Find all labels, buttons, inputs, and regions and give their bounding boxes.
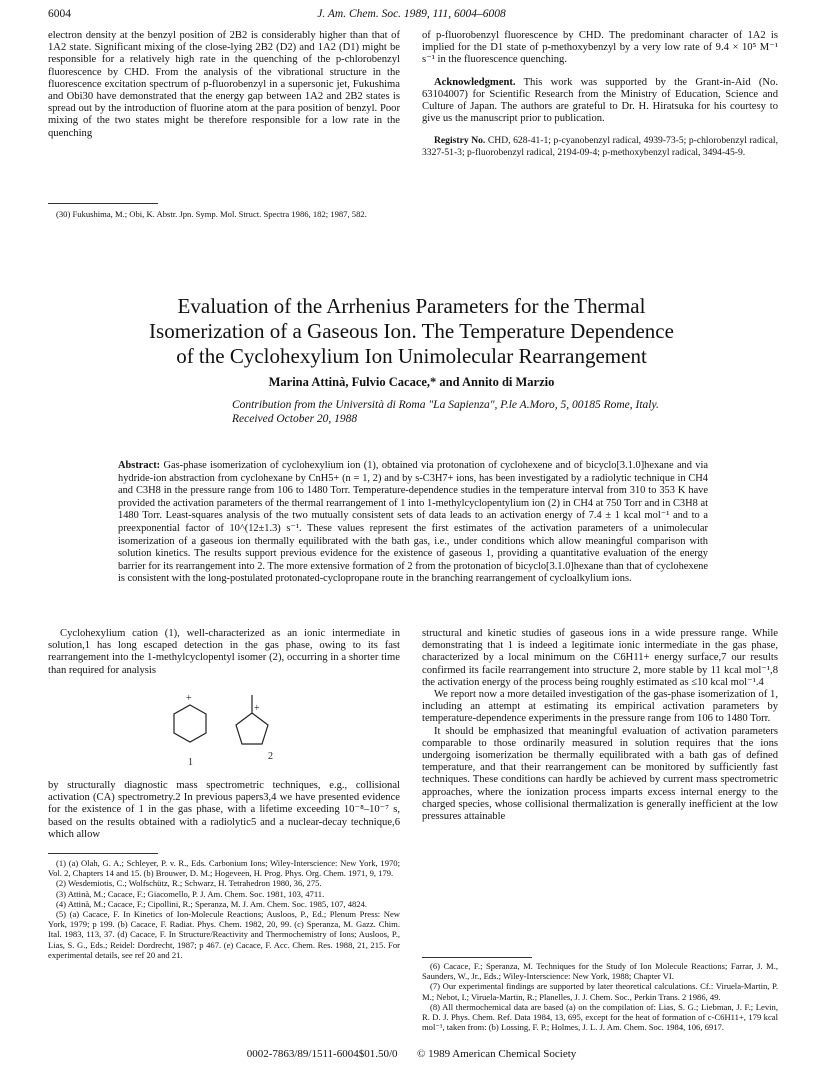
title-line: Isomerization of a Gaseous Ion. The Temperature Dependence (149, 319, 674, 343)
body-paragraph: structural and kinetic studies of gaseous ions in a wide pressure range. While demonstrating that 1 is indeed a legitimate ionic intermediate in the gas phase, characterized by a local minimum on the C6H11+ energy surface,7 our results confirmed its facile rearrangement into structure 2, more stable by 11 kcal mol⁻¹,8 the activation energy of the process being roughly estimated as ≤10 kcal mol⁻¹.4 (422, 628, 778, 688)
footnote-30: (30) Fukushima, M.; Obi, K. Abstr. Jpn. Symp. Mol. Struct. Spectra 1986, 182; 1987, 582. (56, 209, 367, 219)
footnote: (8) All thermochemical data are based (a) on the compilation of: Lias, S. G.; Liebman, J. F.; Levin, R. D. J. Phys. Chem. Ref. Data 1984, 13, 695, except for the heat of formation of c-C6H11+, 179 kcal mol⁻¹, taken from: (b) Lossing, F. P.; Holmes, J. L. J. Am. Chem. Soc. 1984, 106, 6917. (422, 1001, 778, 1033)
article-title (60, 294, 763, 369)
registry-numbers (422, 135, 778, 157)
article-code: 0002-7863/89/1511-6004$01.50/0 (246, 1048, 398, 1060)
structure-2 (236, 695, 268, 744)
received-date: Received October 20, 1988 (232, 413, 358, 425)
footnote: (2) Wesdemiotis, C.; Wolfschütz, R.; Schwarz, H. Tetrahedron 1980, 36, 275. (56, 878, 322, 889)
prev-article-paragraph: electron density at the benzyl position of 2B2 is considerably higher than that of 1A2 state. Significant mixing of the close-lying 2B2 (D2) and 1A2 (D1) might be responsible for a relatively high rate in the quenching of the p-chlorobenzyl fluorescence by CHD. From the analysis of the vibrational structure in the fluorescence excitation spectrum of p-fluorobenzyl in a supersonic jet, Fukushima and Obi30 have demonstrated that the energy gap between 1A2 and 2B2 states is spread out by the introduction of fluorine atom at the para position of benzyl. Poor mixing of the two states might be therefore responsible for a low rate in the quenching (48, 30, 400, 139)
structure-label-2: 2 (268, 751, 273, 762)
structure-1 (174, 705, 206, 742)
title-line: of the Cyclohexylium Ion Unimolecular Rearrangement (176, 344, 647, 368)
acknowledgment (422, 77, 778, 126)
body-right-column (422, 628, 778, 823)
footnote-divider (48, 853, 158, 854)
abstract-text: Gas-phase isomerization of cyclohexylium ion (1), obtained via protonation of cyclohexene and of bicyclo[3.1.0]hexane and via hydride-ion abstraction from cyclohexane by CnH5+ (n = 1, 2) and by s-C3H7+ ions, has been investigated by a radiolytic technique in CH4 and C3H8 in the pressure range from 106 to 1480 Torr. Temperature-dependence studies in the temperature interval from 310 to 353 K have provided the activation parameters of the thermal rearrangement of 1 into 1-methylcyclopentylium ion (2) in CH4 at 750 Torr and in C3H8 at 1480 Torr. Least-squares analysis of the two mutually consistent sets of data leads to an activation energy of 7.4 ± 1 kcal mol⁻¹ and to a preexponential factor of 10^(12±1.3) s⁻¹. These values represent the first estimates of the activation parameters of a unimolecular isomerization of a gaseous ion thermally equilibrated with the bath gas, i.e., under conditions which allow meaningful comparison with solution kinetics. The results support previous evidence for the existence of gaseous 1, providing a quantitative evaluation of the energy barrier for its rearrangement into 2. The more extensive formation of 2 from the protonation of bicyclo[3.1.0]hexane than that of cyclohexene is consistent with the long-postulated protonated-cyclopropane route in the branching rearrangement of cycloalkylium ions. (118, 460, 708, 585)
svg-text:+: + (254, 703, 260, 714)
journal-citation: J. Am. Chem. Soc. 1989, 111, 6004–6008 (317, 8, 506, 20)
page-number: 6004 (48, 8, 71, 20)
footnote: (3) Attinà, M.; Cacace, F.; Giacomello, P. J. Am. Chem. Soc. 1981, 103, 4711. (56, 888, 325, 899)
footnote: (7) Our experimental findings are supported by later theoretical calculations. Cf.: Viruela-Martin, P. M.; Nebot, I.; Viruela-Martin, R.; Planelles, J. J. Chem. Soc., Perkin Trans. 2 1986, 49. (422, 981, 778, 1002)
footnote: (5) (a) Cacace, F. In Kinetics of Ion-Molecule Reactions; Ausloos, P., Ed.; Plenum Press: New York, 1979; p 199. (b) Cacace, F. Radiat. Phys. Chem. 1982, 20, 99. (c) Speranza, M. Gazz. Chim. Ital. 1983, 113, 37. (d) Cacace, F. In Structure/Reactivity and Thermochemistry of Ions; Ausloos, P., Lias, S. G., Eds.; Reidel: Dordrecht, 1987; p 467. (e) Cacace, F. Acc. Chem. Res. 1988, 21, 215. For experimental details, see ref 20 and 21. (48, 909, 400, 960)
body-paragraph: We report now a more detailed investigation of the gas-phase isomerization of 1, including an attempt at estimating its empirical activation parameters by temperature-dependence experiments in the pressure range from 106 to 1480 Torr. (422, 689, 778, 725)
acknowledgment-text: This work was supported by the Grant-in-Aid (No. 63104007) for Scientific Research from the Ministry of Education, Science and Culture of Japan. The authors are grateful to Dr. H. Hiratsuka for his courtesy to give us the manuscript prior to publication. (422, 76, 778, 125)
footnotes-left (48, 858, 400, 960)
prev-article-footnote (48, 209, 400, 219)
page-footer (0, 1048, 823, 1060)
acknowledgment-label: Acknowledgment. (434, 76, 516, 88)
body-paragraph: Cyclohexylium cation (1), well-characterized as an ionic intermediate in solution,1 has long escaped detection in the gas phase, owing to its fast rearrangement into the 1-methylcyclopentyl isomer (2), occurring in a shorter time than required for analysis (48, 628, 400, 676)
prev-article-left-text (48, 30, 400, 140)
affiliation (232, 398, 772, 426)
footnote: (6) Cacace, F.; Speranza, M. Techniques for the Study of Ion Molecule Reactions; Farrar, J. M., Saunders, W., Jr., Eds.; Wiley-Interscience: New York, 1988; Chapter VI. (422, 961, 778, 982)
structures-figure (160, 683, 290, 775)
title-line: Evaluation of the Arrhenius Parameters for the Thermal (177, 294, 646, 318)
footnote-divider (422, 957, 532, 958)
abstract (118, 460, 708, 586)
svg-text:+: + (186, 693, 192, 704)
prev-article-paragraph: of p-fluorobenzyl fluorescence by CHD. The predominant character of 1A2 is implied for the D1 state of p-methoxybenzyl by a very low rate of 9.4 × 10⁵ M⁻¹ s⁻¹ in the fluorescence quenching. (422, 30, 778, 66)
prev-article-right-text (422, 30, 778, 158)
footnote: (1) (a) Olah, G. A.; Schleyer, P. v. R., Eds. Carbonium Ions; Wiley-Interscience: New York, 1970; Vol. 2, Chapters 14 and 15. (b) Brouwer, D. M.; Hogeveen, H. Prog. Phys. Org. Chem. 1971, 9, 179. (48, 858, 400, 879)
authors: Marina Attinà, Fulvio Cacace,* and Annito di Marzio (268, 375, 555, 389)
body-left-column-continued (48, 780, 400, 841)
body-paragraph: It should be emphasized that meaningful evaluation of activation parameters comparable to those ordinarily measured in solution requires that the ions undergoing isomerization be thermally equilibrated with a bath gas of defined temperature, and that their rearrangement can be monitored by sufficiently fast techniques. These conditions can hardly be achieved by current mass spectrometric approaches, where the ionization process imparts excess internal energy to the charged species, whose collisional thermalization is generally inefficient at the low pressures attainable (422, 725, 778, 823)
body-left-column (48, 628, 400, 677)
footnote-divider (48, 203, 158, 204)
footnotes-right (422, 961, 778, 1032)
cyclohexylium-structures (160, 683, 290, 775)
body-paragraph: by structurally diagnostic mass spectrometric techniques, e.g., collisional activation (CA) spectrometry.2 In previous papers3,4 we have presented evidence for the existence of 1 in the gas phase, with a lifetime exceeding 10⁻⁸–10⁻⁷ s, based on the results obtained with a radiolytic5 and a nuclear-decay technique,6 which allow (48, 780, 400, 840)
copyright: © 1989 American Chemical Society (417, 1048, 577, 1060)
structure-label-1: 1 (188, 757, 193, 768)
registry-text: CHD, 628-41-1; p-cyanobenzyl radical, 4939-73-5; p-chlorobenzyl radical, 3327-51-3; p-fluorobenzyl radical, 2194-09-4; p-methoxybenzyl radical, 3494-45-9. (422, 135, 778, 158)
footnote: (4) Attinà, M.; Cacace, F.; Cipollini, R.; Speranza, M. J. Am. Chem. Soc. 1985, 107, 4824. (56, 898, 368, 909)
abstract-label: Abstract: (118, 460, 161, 471)
affiliation-line: Contribution from the Università di Roma "La Sapienza", P.le A.Moro, 5, 00185 Rome, Italy. (232, 399, 659, 411)
registry-label: Registry No. (434, 135, 486, 147)
